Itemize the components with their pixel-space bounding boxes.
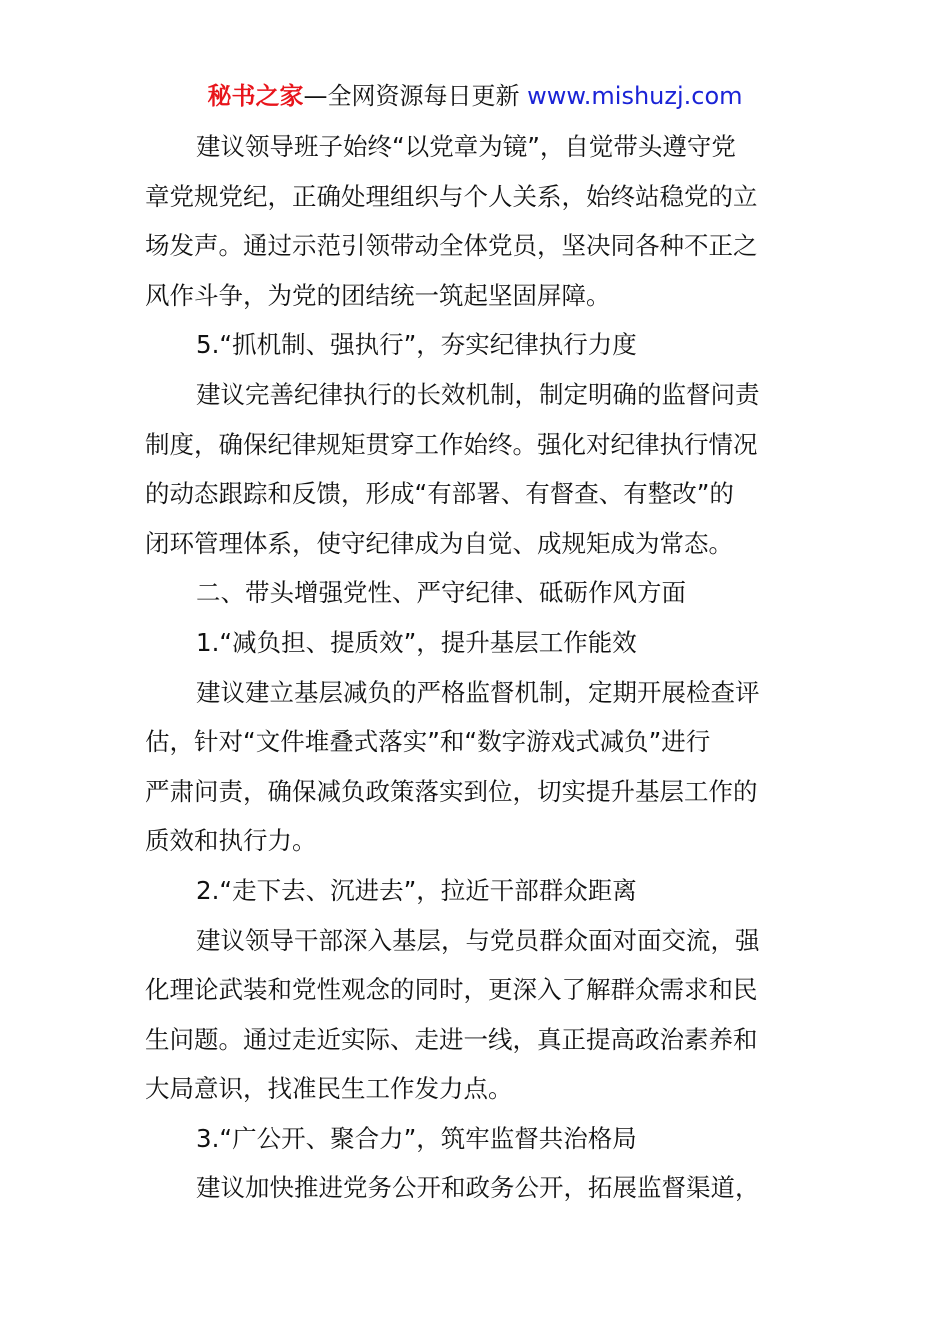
paragraph-line: 质效和执行力。	[145, 826, 317, 856]
paragraph-line: 闭环管理体系，使守纪律成为自觉、成规矩成为常态。	[145, 528, 733, 558]
site-header	[0, 78, 950, 114]
paragraph-line: 化理论武装和党性观念的同时，更深入了解群众需求和民	[145, 975, 758, 1005]
paragraph-line: 建议领导干部深入基层，与党员群众面对面交流，强	[196, 925, 760, 955]
document-body	[145, 122, 805, 1213]
paragraph-line: 章党规党纪，正确处理组织与个人关系，始终站稳党的立	[145, 181, 758, 211]
paragraph-line: 制度，确保纪律规矩贯穿工作始终。强化对纪律执行情况	[145, 429, 758, 459]
paragraph-line: 生问题。通过走近实际、走进一线，真正提高政治素养和	[145, 1024, 758, 1054]
paragraph-line: 风作斗争，为党的团结统一筑起坚固屏障。	[145, 280, 611, 310]
paragraph-line: 建议建立基层减负的严格监督机制，定期开展检查评	[196, 677, 760, 707]
paragraph-line: 严肃问责，确保减负政策落实到位，切实提升基层工作的	[145, 776, 758, 806]
section-heading: 1.“减负担、提质效”，提升基层工作能效	[196, 627, 637, 657]
section-heading: 2.“走下去、沉进去”，拉近干部群众距离	[196, 875, 637, 905]
paragraph-line: 建议加快推进党务公开和政务公开，拓展监督渠道，	[196, 1173, 760, 1203]
paragraph-line: 建议完善纪律执行的长效机制，制定明确的监督问责	[196, 379, 760, 409]
section-heading: 3.“广公开、聚合力”，筑牢监督共治格局	[196, 1123, 637, 1153]
paragraph-line: 估，针对“文件堆叠式落实”和“数字游戏式减负”进行	[145, 727, 711, 757]
header-tagline: —全网资源每日更新	[303, 82, 520, 110]
site-url-link[interactable]: www.mishuzj.com	[527, 82, 743, 110]
chapter-heading: 二、带头增强党性、严守纪律、砥砺作风方面	[196, 578, 686, 608]
brand-name: 秘书之家	[207, 82, 304, 110]
section-heading: 5.“抓机制、强执行”，夯实纪律执行力度	[196, 330, 637, 360]
paragraph-line: 建议领导班子始终“以党章为镜”，自觉带头遵守党	[196, 132, 736, 161]
paragraph-line: 大局意识，找准民生工作发力点。	[145, 1074, 513, 1104]
paragraph-line: 场发声。通过示范引领带动全体党员，坚决同各种不正之	[145, 231, 758, 261]
paragraph-line: 的动态跟踪和反馈，形成“有部署、有督查、有整改”的	[145, 479, 734, 509]
